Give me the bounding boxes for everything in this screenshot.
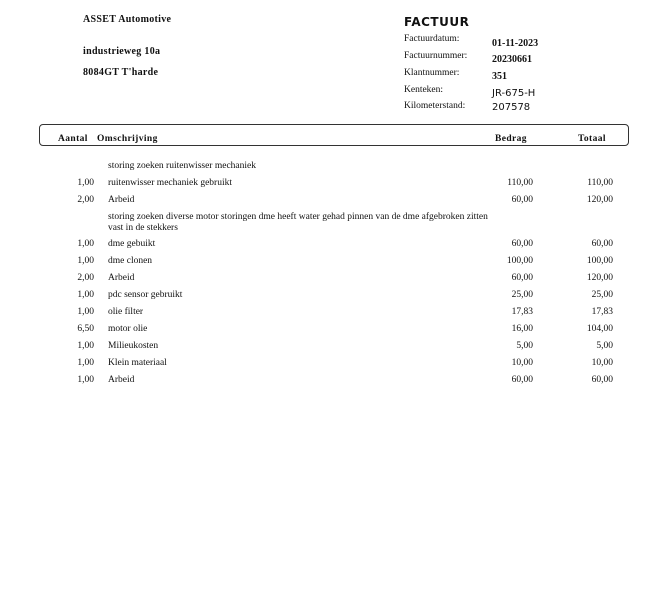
row-description: Arbeid <box>108 195 135 205</box>
company-city: 8084GT T'harde <box>83 67 159 78</box>
row-description: dme clonen <box>108 256 153 266</box>
company-street: industrieweg 10a <box>83 46 161 57</box>
table-row <box>0 236 648 253</box>
column-header-description: Omschrijving <box>97 134 158 144</box>
row-total: 120,00 <box>586 273 613 283</box>
row-total: 60,00 <box>591 375 613 385</box>
row-amount: 5,00 <box>516 341 533 351</box>
table-row <box>0 338 648 355</box>
invoice-title: FACTUUR <box>404 15 470 29</box>
row-total: 110,00 <box>587 178 613 188</box>
row-description: dme gebuikt <box>108 239 156 249</box>
row-total: 100,00 <box>586 256 613 266</box>
table-row <box>0 175 648 192</box>
row-description: Arbeid <box>108 273 135 283</box>
row-description: Klein materiaal <box>108 358 167 368</box>
row-description: motor olie <box>108 324 148 334</box>
row-amount: 110,00 <box>507 178 533 188</box>
row-amount: 60,00 <box>511 239 533 249</box>
invoice-date-value: 01-11-2023 <box>492 38 539 49</box>
row-amount: 25,00 <box>511 290 533 300</box>
table-row <box>0 158 648 175</box>
table-row <box>0 372 648 389</box>
invoice-lines <box>0 158 648 389</box>
row-quantity: 6,50 <box>77 324 94 334</box>
invoice-number-label: Factuurnummer: <box>404 51 468 61</box>
customer-number-label: Klantnummer: <box>404 68 460 78</box>
row-total: 5,00 <box>596 341 613 351</box>
row-quantity: 1,00 <box>77 358 94 368</box>
table-row <box>0 270 648 287</box>
row-quantity: 1,00 <box>77 341 94 351</box>
row-description: Milieukosten <box>108 341 159 351</box>
invoice-date-label: Factuurdatum: <box>404 34 460 44</box>
row-amount: 10,00 <box>511 358 533 368</box>
row-quantity: 1,00 <box>77 290 94 300</box>
table-row <box>0 287 648 304</box>
row-total: 60,00 <box>591 239 613 249</box>
row-quantity: 1,00 <box>77 256 94 266</box>
row-total: 104,00 <box>586 324 613 334</box>
row-quantity: 1,00 <box>77 239 94 249</box>
table-row <box>0 192 648 209</box>
row-quantity: 1,00 <box>77 178 94 188</box>
column-header-amount: Bedrag <box>495 134 527 144</box>
row-amount: 60,00 <box>511 273 533 283</box>
row-description: storing zoeken diverse motor storingen dme heeft water gehad pinnen van de dme afgebroken zitten vast in de stekkers <box>108 212 488 233</box>
invoice-number-value: 20230661 <box>492 54 532 65</box>
row-quantity: 1,00 <box>77 375 94 385</box>
row-amount: 16,00 <box>511 324 533 334</box>
license-plate-value: JR-675-H <box>492 88 536 99</box>
mileage-label: Kilometerstand: <box>404 101 466 111</box>
company-name: ASSET Automotive <box>83 14 172 25</box>
table-row <box>0 304 648 321</box>
row-amount: 17,83 <box>511 307 533 317</box>
row-amount: 60,00 <box>511 375 533 385</box>
row-description: Arbeid <box>108 375 135 385</box>
row-total: 25,00 <box>591 290 613 300</box>
table-row <box>0 209 648 236</box>
table-row <box>0 253 648 270</box>
row-amount: 100,00 <box>506 256 533 266</box>
row-total: 10,00 <box>591 358 613 368</box>
row-description: pdc sensor gebruikt <box>108 290 183 300</box>
row-total: 120,00 <box>586 195 613 205</box>
license-plate-label: Kenteken: <box>404 85 444 95</box>
row-description: olie filter <box>108 307 144 317</box>
row-quantity: 1,00 <box>77 307 94 317</box>
column-header-total: Totaal <box>578 134 606 144</box>
row-total: 17,83 <box>591 307 613 317</box>
mileage-value: 207578 <box>492 102 531 113</box>
row-description: ruitenwisser mechaniek gebruikt <box>108 178 232 188</box>
table-row <box>0 355 648 372</box>
customer-number-value: 351 <box>492 71 507 82</box>
row-description: storing zoeken ruitenwisser mechaniek <box>108 161 256 171</box>
column-header-quantity: Aantal <box>58 134 88 144</box>
row-quantity: 2,00 <box>77 273 94 283</box>
row-amount: 60,00 <box>511 195 533 205</box>
row-quantity: 2,00 <box>77 195 94 205</box>
table-row <box>0 321 648 338</box>
